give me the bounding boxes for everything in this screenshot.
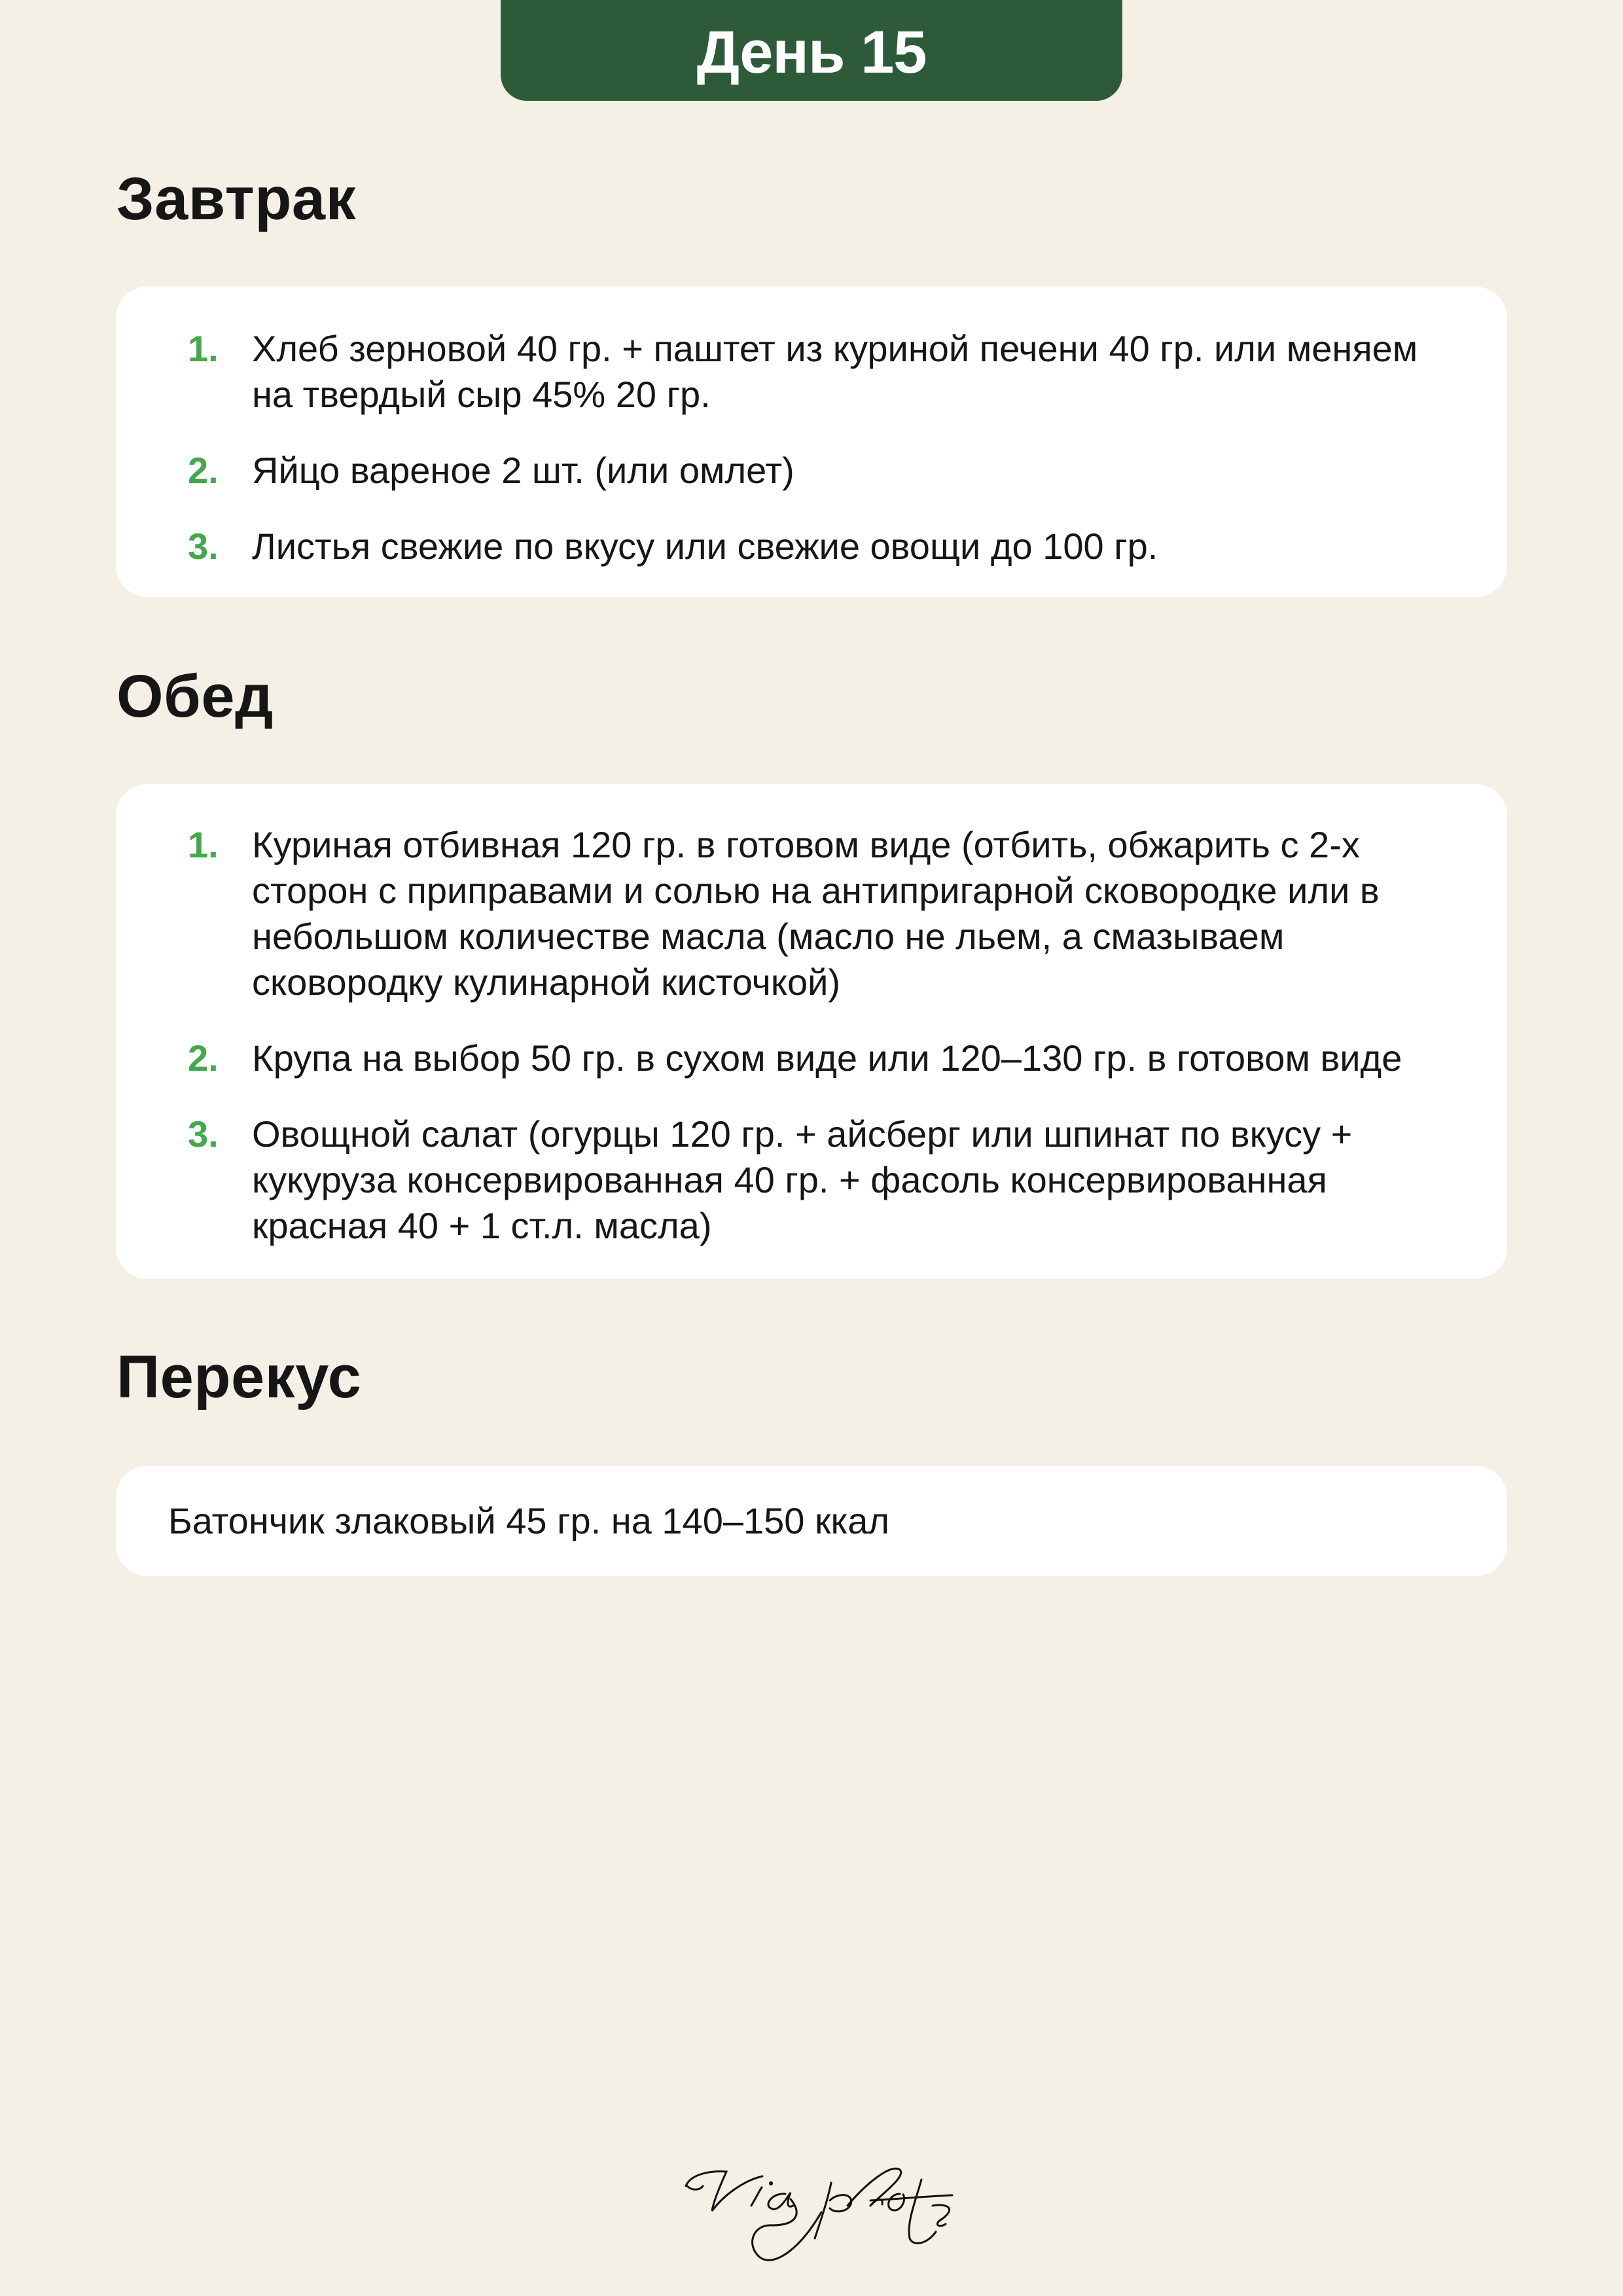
item-number: 2. bbox=[188, 1037, 219, 1079]
item-text: Крупа на выбор 50 гр. в сухом виде или 120–130 гр. в готовом виде bbox=[252, 1037, 1402, 1079]
item-text: Куриная отбивная 120 гр. в готовом виде (отбить, обжарить с 2-х сторон с приправами и солью на антипригарной сковородке или в небольшом количестве масла (масло не льем, а смазываем сковородку кулинарной кисточкой) bbox=[252, 824, 1380, 1003]
item-number: 3. bbox=[188, 1113, 219, 1155]
lunch-card bbox=[116, 784, 1507, 1279]
list-item bbox=[151, 448, 1468, 493]
signature-logo bbox=[674, 2140, 955, 2271]
breakfast-list bbox=[151, 326, 1468, 569]
item-text: Листья свежие по вкусу или свежие овощи до 100 гр. bbox=[252, 526, 1158, 567]
item-text: Яйцо вареное 2 шт. (или омлет) bbox=[252, 450, 794, 491]
list-item bbox=[151, 326, 1468, 418]
list-item bbox=[151, 524, 1468, 569]
lunch-list bbox=[151, 822, 1468, 1249]
list-item bbox=[151, 822, 1468, 1005]
signature-icon bbox=[674, 2140, 955, 2271]
section-title-breakfast: Завтрак bbox=[116, 166, 357, 232]
section-title-snack: Перекус bbox=[116, 1344, 362, 1410]
item-number: 2. bbox=[188, 450, 219, 491]
item-number: 1. bbox=[188, 328, 219, 369]
item-text: Хлеб зерновой 40 гр. + паштет из куриной печени 40 гр. или меняем на твердый сыр 45% 20 гр. bbox=[252, 328, 1418, 415]
day-banner bbox=[501, 0, 1122, 101]
item-number: 1. bbox=[188, 824, 219, 865]
section-title-lunch: Обед bbox=[116, 663, 274, 730]
list-item bbox=[151, 1035, 1468, 1081]
item-number: 3. bbox=[188, 526, 219, 567]
item-text: Овощной салат (огурцы 120 гр. + айсберг или шпинат по вкусу + кукуруза консервированная 40 гр. + фасоль консервированная красная 40 + 1 ст.л. масла) bbox=[252, 1113, 1353, 1246]
snack-card bbox=[116, 1466, 1507, 1576]
list-item bbox=[151, 1111, 1468, 1249]
day-title: День 15 bbox=[696, 19, 927, 86]
breakfast-card bbox=[116, 287, 1507, 597]
snack-text: Батончик злаковый 45 гр. на 140–150 ккал bbox=[168, 1500, 890, 1541]
